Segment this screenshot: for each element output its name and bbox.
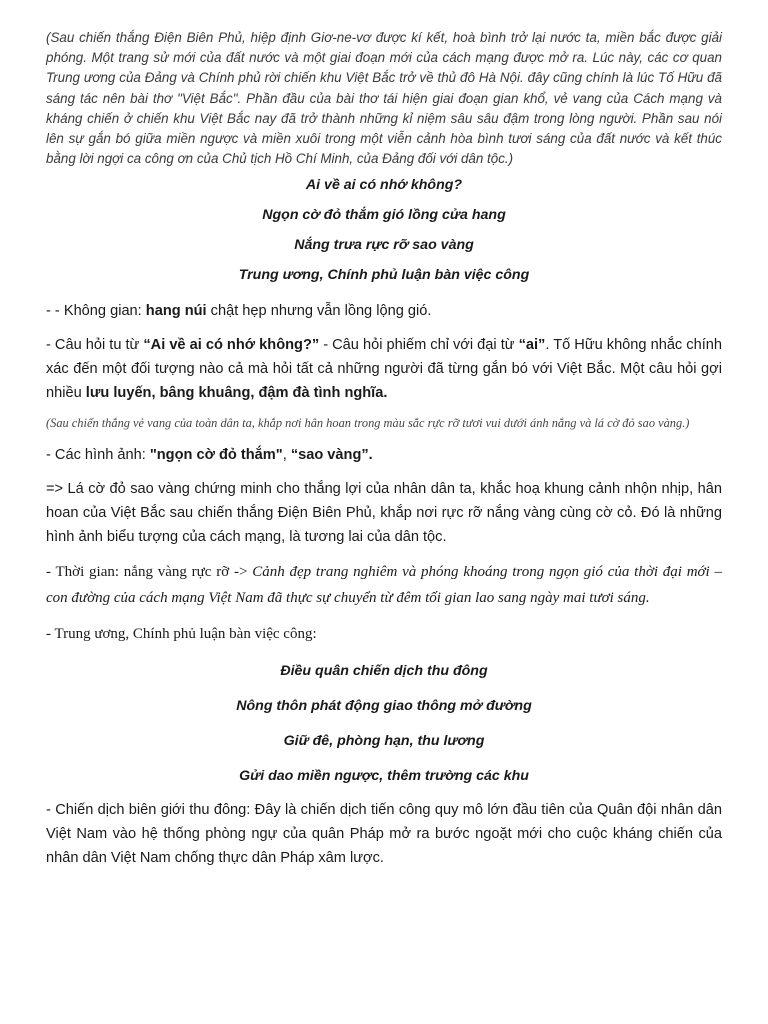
text-run: - Câu hỏi phiếm chỉ với đại từ bbox=[319, 337, 519, 354]
verse-line: Gửi dao miền ngược, thêm trường các khu bbox=[239, 768, 529, 785]
text-run: - Các hình ảnh: bbox=[46, 447, 150, 464]
note-paragraph: (Sau chiến thắng vẻ vang của toàn dân ta, khắp nơi hân hoan trong màu sắc rực rỡ tươi vui dưới ánh nắng và lá cờ đỏ sao vàng.) bbox=[46, 416, 690, 431]
verse-block-2 bbox=[46, 661, 722, 786]
emphasis: “Ai về ai có nhớ không?” bbox=[143, 337, 320, 354]
campaign-paragraph: - Chiến dịch biên giới thu đông: Đây là chiến dịch tiến công quy mô lớn đầu tiên của Quân đội nhân dân Việt Nam vào hệ thống phòng ngự của quân Pháp mở ra bước ngoặt mới cho cuộc kháng chiến của nhân dân Việt Nam chống thực dân Pháp xâm lược. bbox=[46, 802, 722, 867]
images-paragraph bbox=[46, 443, 722, 467]
question-paragraph bbox=[46, 333, 722, 405]
verse-line: Giữ đê, phòng hạn, thu lương bbox=[283, 733, 485, 750]
verse-line: Nông thôn phát động giao thông mở đường bbox=[236, 698, 532, 715]
verse-line: Nắng trưa rực rỡ sao vàng bbox=[294, 237, 474, 254]
verse-line: Ai về ai có nhớ không? bbox=[305, 177, 463, 194]
government-paragraph: - Trung ương, Chính phủ luận bàn việc công: bbox=[46, 626, 317, 643]
intro-paragraph: (Sau chiến thắng Điện Biên Phủ, hiệp định Giơ-ne-vơ được kí kết, hoà bình trở lại nước ta, miền bắc được giải phóng. Một trang sử mới của đất nước và một giai đoạn mới của cách mạng được mở ra. Lúc này, các cơ quan Trung ương của Đảng và Chính phủ rời chiến khu Việt Bắc trở về thủ đô Hà Nội. đây cũng chính là lúc Tố Hữu đã sáng tác nên bài thơ "Việt Bắc". Phần đầu của bài thơ tái hiện giai đoạn gian khổ, vẻ vang của Cách mạng và kháng chiến ở chiến khu Việt Bắc nay đã trở thành những kỉ niệm sâu sâu đậm trong lòng người. Phần sau nói lên sự gắn bó giữa miền ngược và miền xuôi trong một viễn cảnh hòa bình tươi sáng của đất nước và kết thúc bằng lời ngợi ca công ơn của Chủ tịch Hồ Chí Minh, của Đảng đối với dân tộc.) bbox=[46, 30, 722, 167]
text-run: - - Không gian: bbox=[46, 303, 146, 320]
conclusion-paragraph: => Lá cờ đỏ sao vàng chứng minh cho thắng lợi của nhân dân ta, khắc hoạ khung cảnh nhộn nhịp, hân hoan của Việt Bắc sau chiến thắng Điện Biên Phủ, khắp nơi rực rỡ nắng vàng cùng cờ cỏ. Đó là những hình ảnh biểu tượng của cách mạng, là tương lai của dân tộc. bbox=[46, 481, 722, 546]
emphasis: “ai” bbox=[518, 337, 546, 354]
verse-line: Điều quân chiến dịch thu đông bbox=[280, 663, 488, 680]
time-paragraph bbox=[46, 559, 722, 611]
text-run: chật hẹp nhưng vẫn lồng lộng gió. bbox=[206, 303, 432, 320]
emphasis: "ngọn cờ đỏ thắm" bbox=[149, 447, 283, 464]
italic-run: Cảnh đẹp trang nghiêm và phóng khoáng trong ngọn gió của thời đại mới – con đường của cách mạng Việt Nam đã thực sự chuyển từ đêm tối gian lao sang ngày mai tươi sáng. bbox=[46, 564, 722, 607]
text-run: . Tố Hữu không nhắc chính xác đến một đối tượng nào cả mà hỏi tất cả những người đã từng gắn bó với Việt Bắc. Một câu hỏi gợi nhiều bbox=[46, 337, 722, 402]
verse-line: Trung ương, Chính phủ luận bàn việc công bbox=[238, 267, 530, 284]
emphasis: hang núi bbox=[145, 303, 207, 320]
verse-line: Ngọn cờ đỏ thắm gió lồng cửa hang bbox=[262, 207, 506, 224]
emphasis: “sao vàng”. bbox=[290, 447, 373, 464]
emphasis: lưu luyến, bâng khuâng, đậm đà tình nghĩa. bbox=[85, 385, 388, 402]
verse-block-1 bbox=[46, 175, 722, 285]
text-run: - Câu hỏi tu từ bbox=[46, 337, 144, 354]
space-paragraph bbox=[46, 299, 722, 323]
document-page bbox=[46, 28, 722, 870]
text-run: , bbox=[282, 447, 291, 464]
text-run: - Thời gian: nắng vàng rực rỡ -> bbox=[46, 564, 253, 581]
